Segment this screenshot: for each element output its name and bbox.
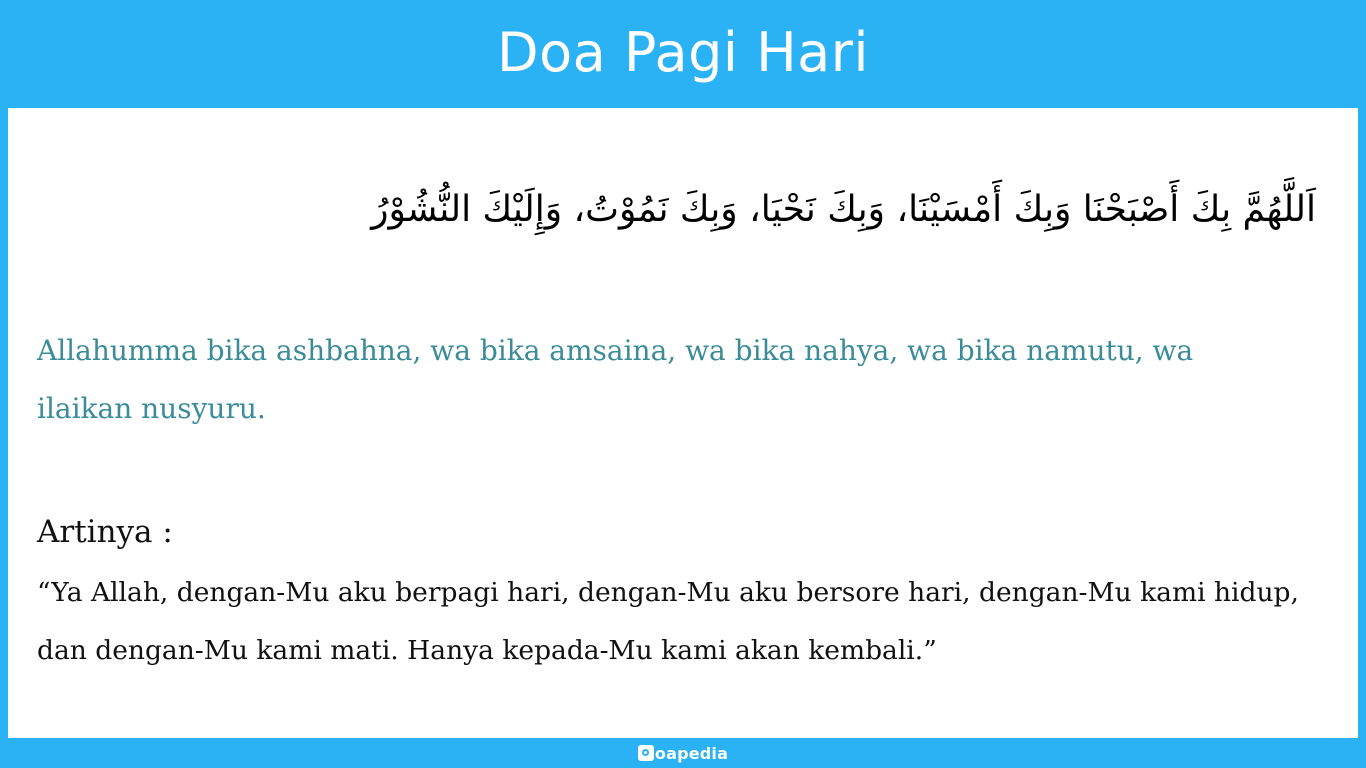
latin-transliteration: Allahumma bika ashbahna, wa bika amsaina, wa bika nahya, wa bika namutu, wa ilaikan nusyuru. [37, 334, 1194, 425]
arabic-prayer-text: اَللَّهُمَّ بِكَ أَصْبَحْنَا وَبِكَ أَمْسَيْنَا، وَبِكَ نَحْيَا، وَبِكَ نَمُوْتُ، وَإِلَيْكَ النُّشُوْرُ [371, 189, 1316, 230]
page-title: Doa Pagi Hari [497, 20, 869, 84]
meaning-text: “Ya Allah, dengan-Mu aku berpagi hari, dengan-Mu aku bersore hari, dengan-Mu kami hidup, dan dengan-Mu kami mati. Hanya kepada-Mu kami akan kembali.” [37, 577, 1299, 666]
brand-logo [638, 744, 728, 763]
d-logo-icon [638, 745, 654, 761]
meaning-label: Artinya : [37, 514, 173, 550]
content-panel [8, 108, 1358, 738]
footer [0, 738, 1366, 768]
header [0, 0, 1366, 108]
logo-text: oapedia [654, 743, 729, 763]
